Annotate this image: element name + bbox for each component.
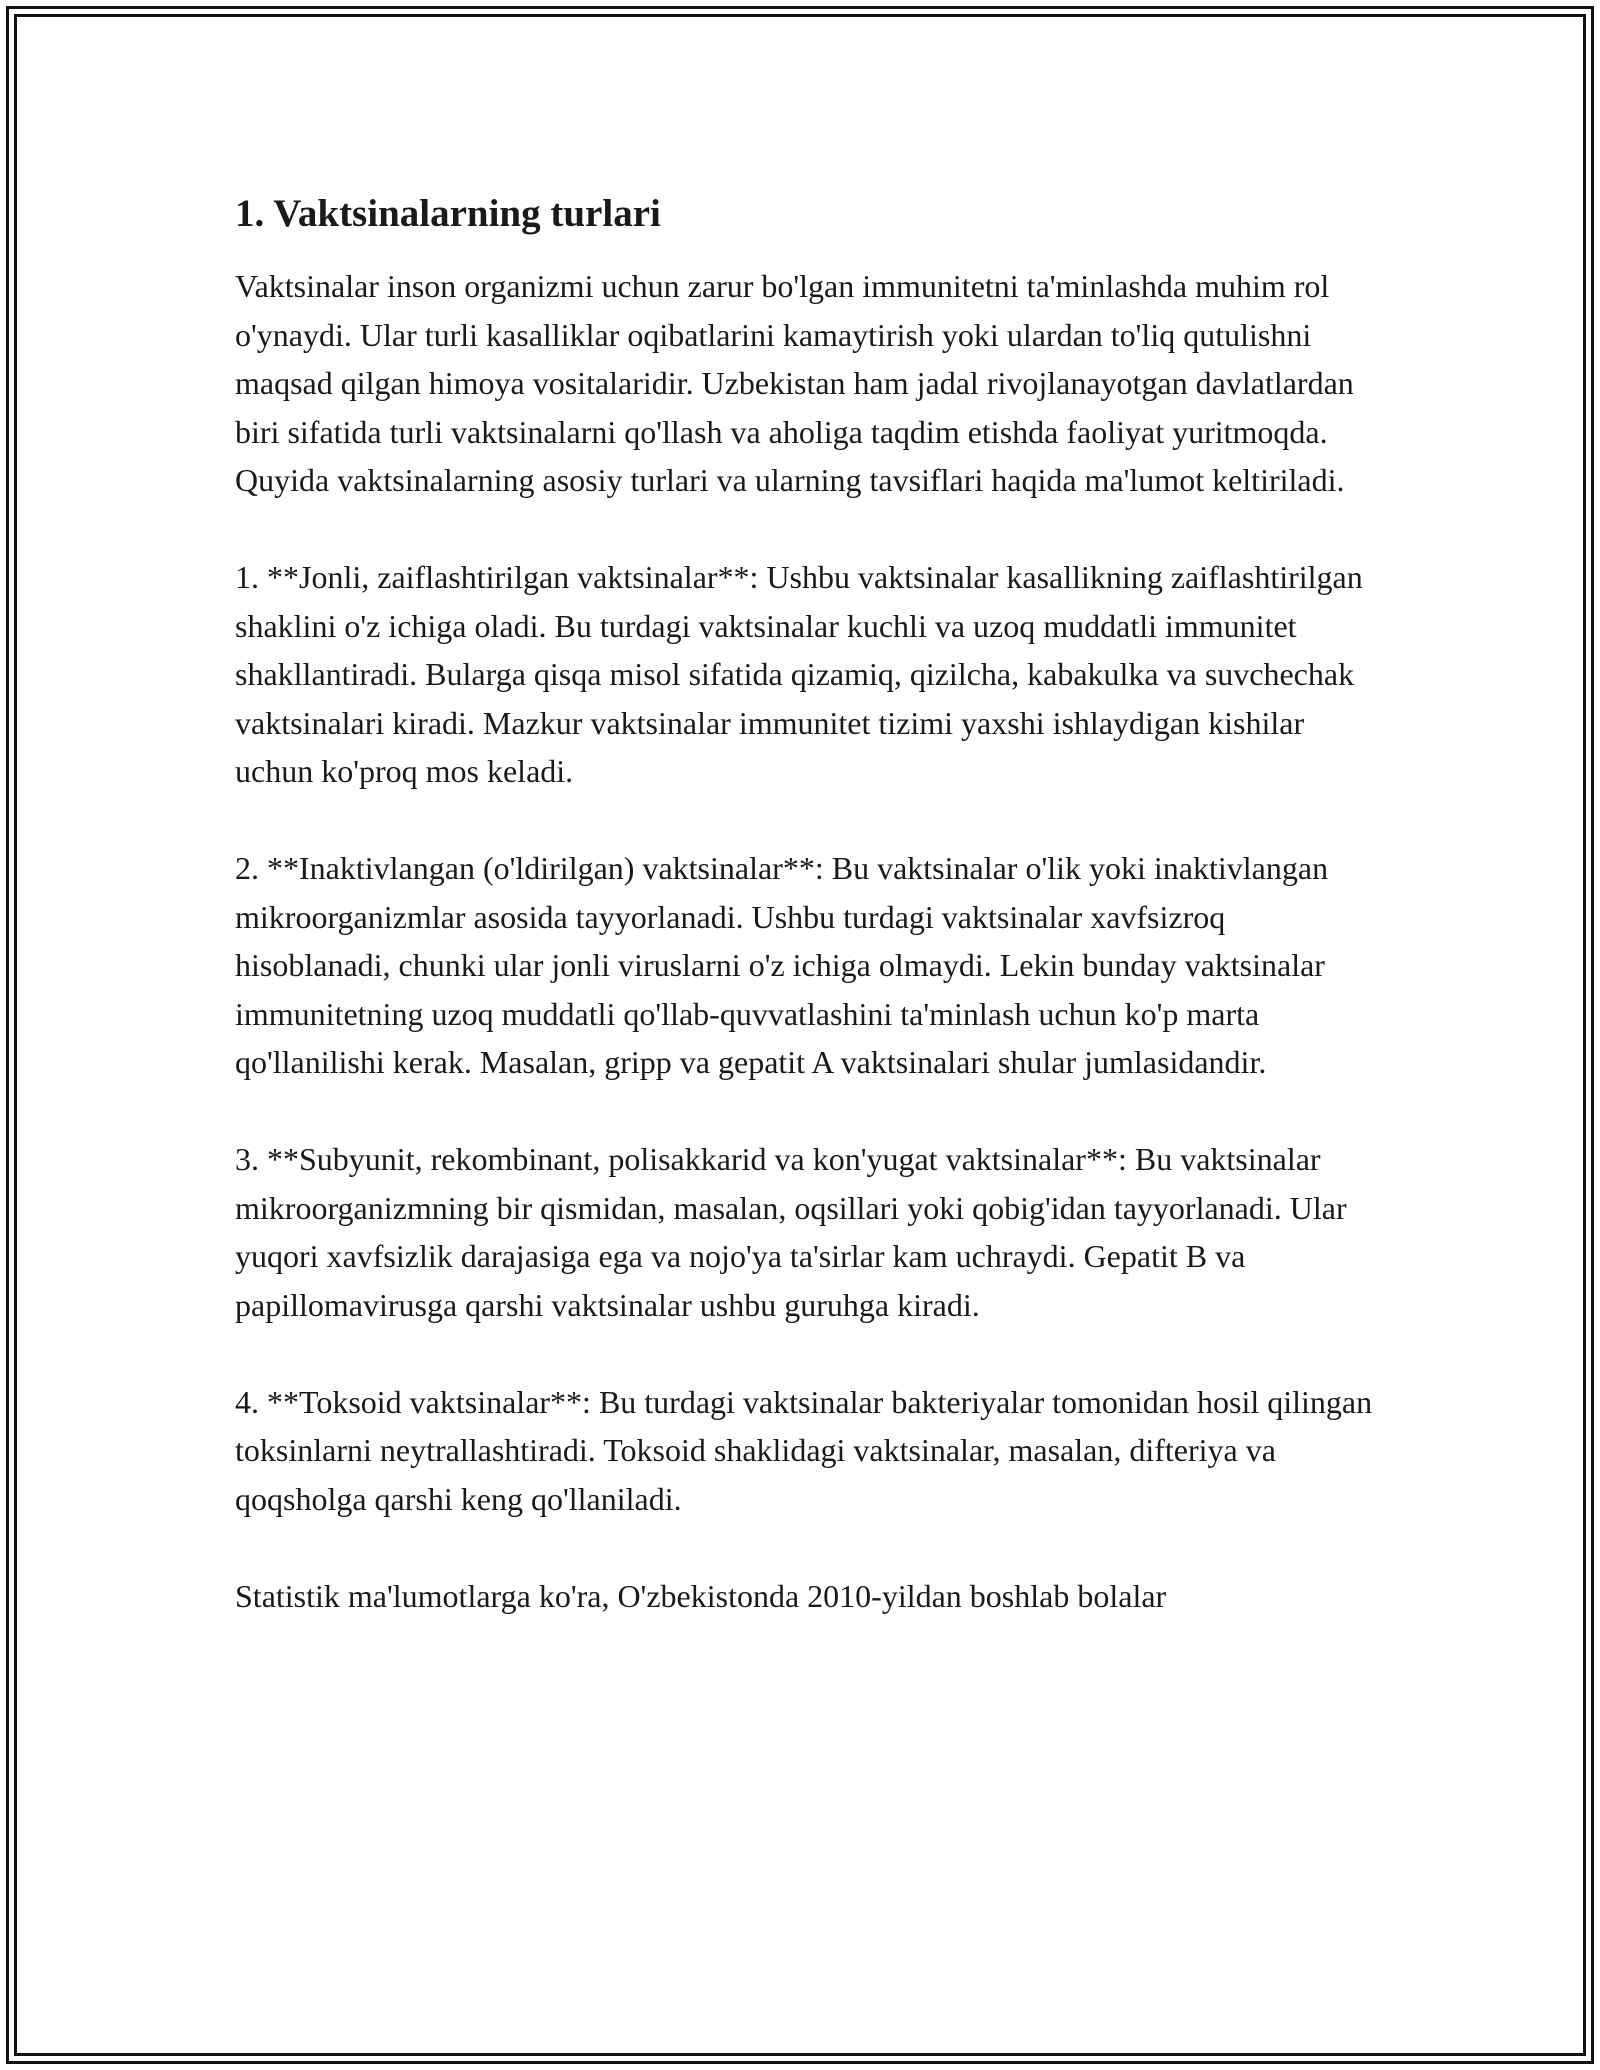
paragraph-live-vaccines: 1. **Jonli, zaiflashtirilgan vaktsinalar**: Ushbu vaktsinalar kasallikning zaiflashtirilgan shaklini o'z ichiga oladi. Bu turdagi vaktsinalar kuchli va uzoq muddatli immunitet shakllantiradi. Bularga qisqa misol sifatida qizamiq, qizilcha, kabakulka va suvchechak vaktsinalari kiradi. Mazkur vaktsinalar immunitet tizimi yaxshi ishlaydigan kishilar uchun ko'proq mos keladi. — [235, 559, 1363, 789]
section-heading: 1. Vaktsinalarning turlari — [235, 192, 661, 235]
intro-paragraph: Vaktsinalar inson organizmi uchun zarur bo'lgan immunitetni ta'minlashda muhim rol o'ynaydi. Ular turli kasalliklar oqibatlarini kamaytirish yoki ulardan to'liq qutulishni maqsad qilgan himoya vositalaridir. Uzbekistan ham jadal rivojlanayotgan davlatlardan biri sifatida turli vaktsinalarni qo'llash va aholiga taqdim etishda faoliyat yuritmoqda. Quyida vaktsinalarning asosiy turlari va ularning tavsiflari haqida ma'lumot keltiriladi. — [235, 268, 1354, 498]
paragraph-inactivated-vaccines: 2. **Inaktivlangan (o'ldirilgan) vaktsinalar**: Bu vaktsinalar o'lik yoki inaktivlangan mikroorganizmlar asosida tayyorlanadi. Ushbu turdagi vaktsinalar xavfsizroq hisoblanadi, chunki ular jonli viruslarni o'z ichiga olmaydi. Lekin bunday vaktsinalar immunitetning uzoq muddatli qo'llab-quvvatlashini ta'minlash uchun ko'p marta qo'llanilishi kerak. Masalan, gripp va gepatit A vaktsinalari shular jumlasidandir. — [235, 850, 1329, 1080]
paragraph-subunit-vaccines: 3. **Subyunit, rekombinant, polisakkarid va kon'yugat vaktsinalar**: Bu vaktsinalar mikroorganizmning bir qismidan, masalan, oqsillari yoki qobig'idan tayyorlanadi. Ular yuqori xavfsizlik darajasiga ega va nojo'ya ta'sirlar kam uchraydi. Gepatit B va papillomavirusga qarshi vaktsinalar ushbu guruhga kiradi. — [235, 1141, 1347, 1323]
document-body — [235, 186, 1375, 1669]
paragraph-statistics: Statistik ma'lumotlarga ko'ra, O'zbekistonda 2010-yildan boshlab bolalar — [235, 1577, 1167, 1614]
paragraph-toxoid-vaccines: 4. **Toksoid vaktsinalar**: Bu turdagi vaktsinalar bakteriyalar tomonidan hosil qilingan toksinlarni neytrallashtiradi. Toksoid shaklidagi vaktsinalar, masalan, difteriya va qoqsholga qarshi keng qo'llaniladi. — [235, 1383, 1373, 1517]
